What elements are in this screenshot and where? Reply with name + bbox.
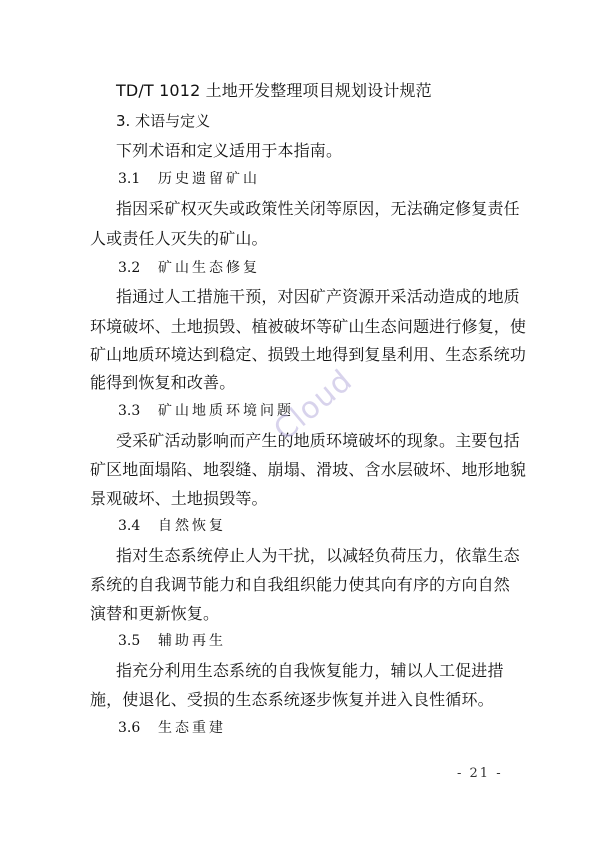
- term-number: 3.1: [118, 171, 141, 187]
- term-definition-line: 演替和更新恢复。: [90, 604, 220, 623]
- intro-paragraph: 下列术语和定义适用于本指南。: [116, 141, 343, 160]
- term-definition-line: 矿区地面塌陷、地裂缝、崩塌、滑坡、含水层破坏、地形地貌: [90, 460, 527, 479]
- term-name: 历史遗留矿山: [158, 171, 260, 187]
- term-number: 3.6: [118, 720, 141, 736]
- term-number: 3.4: [118, 518, 141, 534]
- term-heading-3-6: [118, 717, 226, 737]
- term-definition-line: 景观破坏、土地损毁等。: [90, 489, 268, 508]
- term-definition-line: 人或责任人灭失的矿山。: [90, 229, 268, 248]
- section-heading: 3. 术语与定义: [116, 112, 211, 130]
- term-name: 矿山生态修复: [158, 260, 260, 276]
- term-number: 3.3: [118, 403, 141, 419]
- term-name: 辅助再生: [158, 633, 226, 649]
- term-definition-line: 指因采矿权灭失或政策性关闭等原因，无法确定修复责任: [116, 199, 520, 218]
- term-definition-line: 施，使退化、受损的生态系统逐步恢复并进入良性循环。: [90, 690, 494, 709]
- term-heading-3-5: [118, 630, 226, 650]
- term-definition-line: 矿山地质环境达到稳定、损毁土地得到复垦利用、生态系统功: [90, 345, 527, 364]
- term-heading-3-4: [118, 515, 226, 535]
- term-definition-line: 环境破坏、土地损毁、植被破坏等矿山生态问题进行修复，使: [90, 317, 527, 336]
- term-number: 3.5: [118, 633, 141, 649]
- term-name: 自然恢复: [158, 518, 226, 534]
- term-definition-line: 能得到恢复和改善。: [90, 373, 236, 392]
- term-definition-line: 指对生态系统停止人为干扰，以减轻负荷压力，依靠生态: [116, 546, 520, 565]
- term-definition-line: 指充分利用生态系统的自我恢复能力，辅以人工促进措: [116, 661, 504, 680]
- term-definition-line: 受采矿活动影响而产生的地质环境破坏的现象。主要包括: [116, 431, 520, 450]
- term-heading-3-2: [118, 257, 260, 277]
- page-number: - 21 -: [457, 766, 503, 781]
- term-heading-3-3: [118, 400, 294, 420]
- term-number: 3.2: [118, 260, 141, 276]
- watermark: Cloud: [267, 362, 360, 449]
- term-definition-line: 系统的自我调节能力和自我组织能力使其向有序的方向自然: [90, 575, 510, 594]
- term-name: 矿山地质环境问题: [158, 403, 294, 419]
- term-name: 生态重建: [158, 720, 226, 736]
- reference-standard-line: TD/T 1012 土地开发整理项目规划设计规范: [116, 81, 432, 100]
- term-heading-3-1: [118, 168, 260, 188]
- term-definition-line: 指通过人工措施干预，对因矿产资源开采活动造成的地质: [116, 287, 520, 306]
